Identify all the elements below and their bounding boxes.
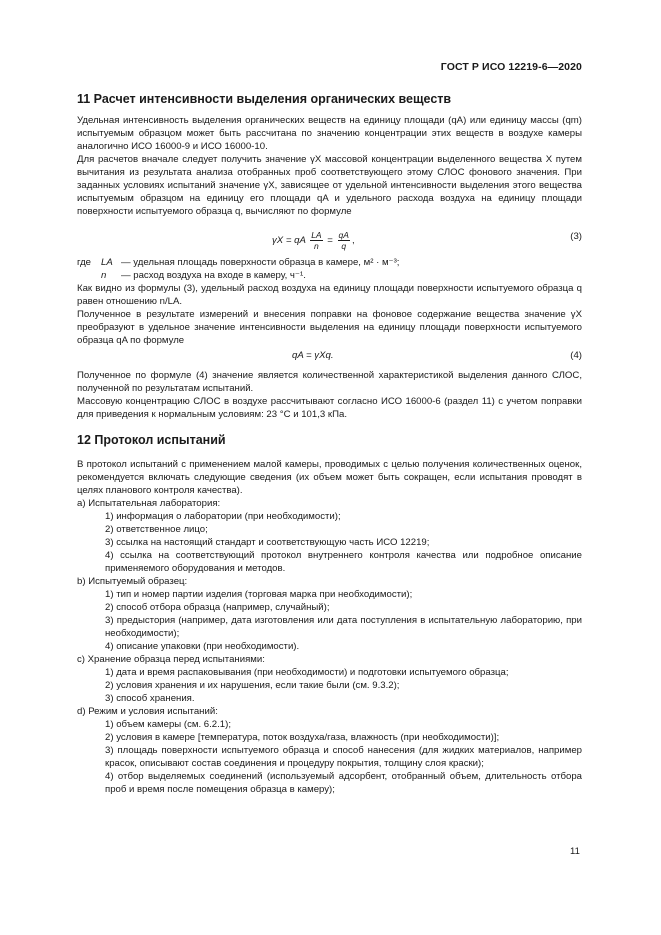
definition-la bbox=[77, 256, 582, 269]
formula-4 bbox=[77, 347, 582, 365]
frac-denominator: q bbox=[341, 241, 347, 251]
paragraph: В протокол испытаний с применением малой камеры, проводимых с целью получения количественных оценок, рекомендуется включать следующие сведения (их объем может быть сокращен, если испытания проводят в целях планового контроля качества). bbox=[77, 459, 582, 496]
list-item: 3) предыстория (например, дата изготовления или дата поступления в испытательную лабораторию, при необходимости); bbox=[105, 615, 582, 639]
paragraph: Полученное в результате измерений и внесения поправки на фоновое содержание вещества значение γX преобразуют в удельное значение интенсивности выделения на единицу площади поверхности испытуемого образца qA по формуле bbox=[77, 309, 582, 346]
section-11-title: 11 Расчет интенсивности выделения органических веществ bbox=[77, 92, 452, 106]
formula-3-expression bbox=[272, 230, 355, 251]
where-label: где bbox=[77, 257, 92, 268]
list-item: 2) способ отбора образца (например, случайный); bbox=[105, 602, 330, 613]
list-a-label: a) Испытательная лаборатория: bbox=[77, 498, 221, 509]
formula-3-number: (3) bbox=[570, 231, 582, 242]
list-item: 2) условия хранения и их нарушения, если такие были (см. 9.3.2); bbox=[105, 680, 400, 691]
list-item: 3) способ хранения. bbox=[105, 693, 195, 704]
list-item: 3) ссылка на настоящий стандарт и соответствующую часть ИСО 12219; bbox=[105, 537, 430, 548]
formula-4-number: (4) bbox=[570, 350, 582, 361]
list-item: 4) описание упаковки (при необходимости). bbox=[105, 641, 300, 652]
page-body bbox=[77, 92, 582, 796]
formula-3-equals: = bbox=[327, 235, 333, 247]
list-item: 2) ответственное лицо; bbox=[105, 524, 208, 535]
list-a bbox=[77, 497, 582, 575]
list-b bbox=[77, 575, 582, 653]
formula-3-end: , bbox=[351, 235, 355, 247]
definition-n bbox=[77, 269, 582, 282]
definition-text: — удельная площадь поверхности образца в камере, м² · м⁻³; bbox=[121, 257, 400, 268]
paragraph: Удельная интенсивность выделения органических веществ на единицу площади (qA) или единицу массы (qm) испытуемым образцом может быть рассчитана по значению концентрации этих веществ в воздухе камеры аналогично ИСО 16000-9 и ИСО 16000-10. bbox=[77, 115, 582, 152]
page-number: 11 bbox=[570, 846, 580, 857]
definition-text: — расход воздуха на входе в камеру, ч⁻¹. bbox=[121, 270, 306, 281]
formula-3 bbox=[77, 222, 582, 256]
list-item: 1) объем камеры (см. 6.2.1); bbox=[105, 719, 231, 730]
paragraph: Для расчетов вначале следует получить значение γX массовой концентрации выделенного вещества X путем вычитания из результата анализа отобранных проб соответствующего этому СЛОС фонового значения. При заданных условиях испытаний значение γX, зависящее от удельной интенсивности выделения этого вещества испытуемым образцом на единицу его площади qA и удельного расхода воздуха на единицу площади поверхности испытуемого образца q, вычисляют по формуле bbox=[77, 154, 582, 217]
list-item: 4) отбор выделяемых соединений (используемый адсорбент, отобранный объем, длительность отбора проб и время после помещения образца в камеру); bbox=[105, 771, 582, 795]
list-item: 4) ссылка на соответствующий протокол внутреннего контроля качества или подробное описание применяемого оборудования и методов. bbox=[105, 550, 582, 574]
definition-symbol: LA bbox=[101, 257, 113, 268]
list-c-label: c) Хранение образца перед испытаниями: bbox=[77, 654, 265, 665]
paragraph: Массовую концентрацию СЛОС в воздухе рассчитывают согласно ИСО 16000-6 (раздел 11) с учетом поправки для приведения к нормальным условиям: 23 °C и 101,3 кПа. bbox=[77, 396, 582, 420]
frac-denominator: n bbox=[314, 241, 319, 251]
list-d-label: d) Режим и условия испытаний: bbox=[77, 706, 218, 717]
list-item: 1) информация о лаборатории (при необходимости); bbox=[105, 511, 341, 522]
fraction-la-n bbox=[310, 230, 322, 251]
formula-4-expression: qA = γXq. bbox=[292, 350, 334, 361]
document-header: ГОСТ Р ИСО 12219-6—2020 bbox=[440, 61, 582, 73]
definition-symbol: n bbox=[101, 270, 107, 281]
frac-numerator: qA bbox=[338, 230, 349, 240]
list-b-label: b) Испытуемый образец: bbox=[77, 576, 188, 587]
list-d bbox=[77, 705, 582, 796]
list-item: 3) площадь поверхности испытуемого образца и способ нанесения (для жидких материалов, например красок, описывают состав соединения и процедуру покрытия, толщину слоя краски); bbox=[105, 745, 582, 769]
list-item: 2) условия в камере [температура, поток воздуха/газа, влажность (при необходимости)]; bbox=[105, 732, 500, 743]
formula-3-lhs: γX = qA bbox=[272, 235, 306, 247]
paragraph: Полученное по формуле (4) значение является количественной характеристикой выделения данного СЛОС, полученной по результатам испытаний. bbox=[77, 370, 582, 394]
list-c bbox=[77, 653, 582, 705]
list-item: 1) дата и время распаковывания (при необходимости) и подготовки испытуемого образца; bbox=[105, 667, 509, 678]
section-12-title: 12 Протокол испытаний bbox=[77, 433, 226, 447]
paragraph: Как видно из формулы (3), удельный расход воздуха на единицу площади поверхности испытуемого образца q равен отношению n/LA. bbox=[77, 283, 582, 307]
fraction-qa-q bbox=[338, 230, 350, 251]
list-item: 1) тип и номер партии изделия (торговая марка при необходимости); bbox=[105, 589, 413, 600]
frac-numerator: LA bbox=[311, 230, 322, 240]
